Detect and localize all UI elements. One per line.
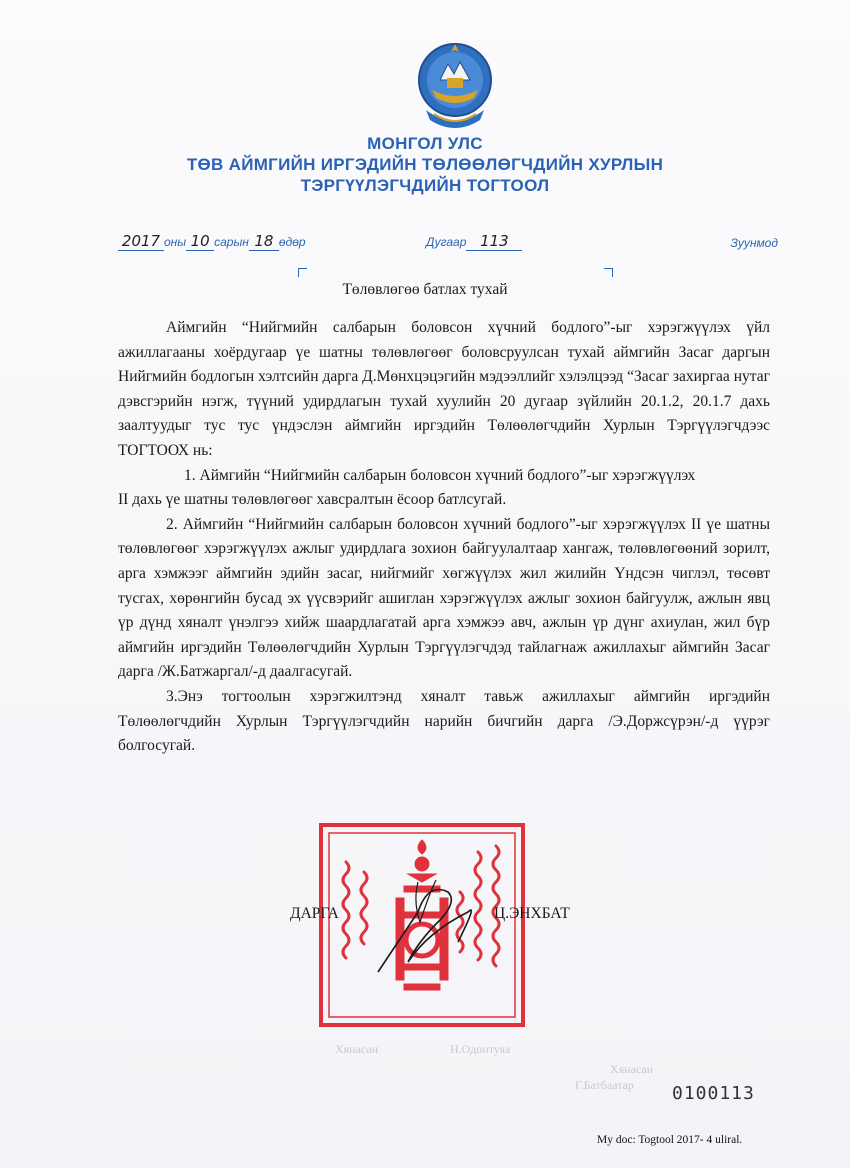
faded-note-b: Н.Одонтуяа: [450, 1042, 511, 1056]
document-subject: Төлөвлөгөө батлах тухай: [342, 281, 508, 298]
date-year: 2017: [118, 232, 164, 251]
faded-note-d: Г.Батбаатар: [575, 1078, 634, 1092]
state-emblem-icon: [414, 40, 496, 132]
paragraph-item-3: 3.Энэ тогтоолын хэрэгжилтэнд хяналт тавьж ажиллахыг аймгийн иргэдийн Төлөөлөгчдийн Хурлын Тэргүүлэгчдийн нарийн бичгийн дарга /Э.Доржсүрэн/-д үүрэг болгосугай.: [118, 687, 770, 755]
subject-corner-right: [604, 268, 613, 277]
paragraph-item-1: [118, 464, 770, 513]
footer-file-note: My doc: Togtool 2017- 4 uliral.: [597, 1134, 743, 1146]
date-day: 18: [249, 232, 279, 251]
date-day-suffix: өдөр: [278, 235, 306, 249]
faded-note-c: Хянасан: [610, 1062, 654, 1076]
dateline: [118, 232, 778, 254]
header-organization: ТӨВ АЙМГИЙН ИРГЭДИЙН ТӨЛӨӨЛӨГЧДИЙН ХУРЛЫН: [186, 155, 664, 174]
official-seal-icon: [318, 822, 526, 1028]
document-date: [118, 232, 306, 251]
item-1-line-1: 1. Аймгийн “Нийгмийн салбарын боловсон хүчний бодлого”-ыг хэрэгжүүлэх: [184, 466, 696, 484]
signatory-name: Ц.ЭНХБАТ: [494, 905, 570, 922]
header-country: МОНГОЛ УЛС: [367, 134, 483, 153]
number-label: Дугаар: [426, 235, 467, 249]
date-year-suffix: оны: [164, 235, 187, 249]
signatory-title: ДАРГА: [290, 905, 339, 922]
date-month-suffix: сарын: [214, 235, 249, 249]
registration-number: 0100113: [672, 1083, 755, 1104]
date-month: 10: [186, 232, 214, 251]
paragraph-preamble: Аймгийн “Нийгмийн салбарын боловсон хүчний бодлого”-ыг хэрэгжүүлэх үйл ажиллагааны хоёрдугаар үе шатны төлөвлөгөөг боловсруулсан тухай аймгийн Засаг даргын Нийгмийн бодлогын хэлтсийн дарга Д.Мөнхцэцэгийн мэдээллийг хэлэлцээд “Засаг захиргаа нутаг дэвсгэрийн нэгж, түүний удирдлагын тухай хуулийн 20 дугаар зүйлийн 20.1.2, 20.1.7 дахь заалтуудыг тус тус үндэслэн аймгийн иргэдийн Төлөөлөгчдийн Хурлын Тэргүүлэгчдээс ТОГТООХ нь:: [118, 319, 770, 459]
paragraph-item-2: 2. Аймгийн “Нийгмийн салбарын боловсон хүчний бодлого”-ыг хэрэгжүүлэх II үе шатны төлөвлөгөөг хэрэгжүүлэх ажлыг удирдлага зохион байгуулалтаар хангаж, төлөвлөгөөний зорилт, арга хэмжээг аймгийн эдийн засаг, нийгмийг хөгжүүлэх жил жилийн Үндсэн чиглэл, төсөвт тусгах, хөрөнгийн бусад эх үүсвэрийг ашиглан хэрэгжүүлэх ажлыг зохион байгуулж, ажлын явц үр дүнд хяналт үнэлгээ хийж шаардлагатай арга хэмжээ авч, ажлын үр дүнг ахиулан, жил бүр аймгийн иргэдийн Төлөөлөгчдийн Хурлын Тэргүүлэгчдэд тайлагнаж ажиллахыг аймгийн Засаг дарга /Ж.Батжаргал/-д даалгасугай.: [118, 515, 770, 681]
header-document-type: ТЭРГҮҮЛЭГЧДИЙН ТОГТООЛ: [300, 176, 550, 195]
document-number: [426, 232, 522, 251]
faded-note-a: Хянасан: [335, 1042, 379, 1056]
number-value: 113: [466, 232, 522, 251]
document-city: Зуунмод: [730, 236, 778, 250]
item-1-line-2: II дахь үе шатны төлөвлөгөөг хавсралтын ёсоор батлсугай.: [118, 491, 507, 509]
subject-corner-left: [298, 268, 307, 277]
document-body: [118, 316, 770, 759]
